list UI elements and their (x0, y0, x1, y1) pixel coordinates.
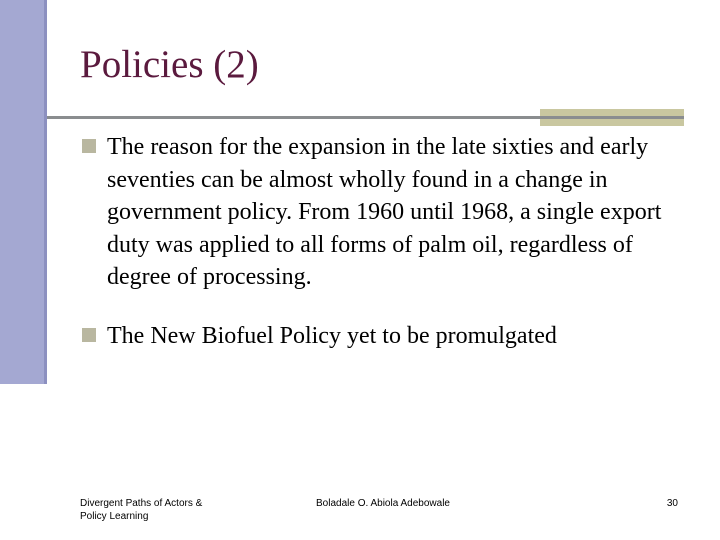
bullet-text: The New Biofuel Policy yet to be promulgated (107, 322, 557, 349)
footer-author: Boladale O. Abiola Adebowale (316, 498, 450, 509)
bullet-list (82, 131, 692, 352)
bullet-item (82, 131, 692, 294)
left-decorative-bar (0, 0, 47, 384)
slide-title: Policies (2) (80, 43, 259, 86)
footer-left-text (80, 497, 230, 523)
accent-block-bottom (540, 119, 684, 126)
footer-left-line2: Policy Learning (80, 511, 149, 522)
square-bullet-icon (82, 139, 96, 153)
accent-block-top (540, 109, 684, 116)
page-number: 30 (666, 498, 678, 509)
bullet-item (82, 320, 692, 353)
footer-left-line1: Divergent Paths of Actors & (80, 498, 203, 509)
left-bar-shadow (44, 0, 47, 384)
bullet-text: The reason for the expansion in the late sixties and early seventies can be almost wholly found in a change in government policy. From 1960 until 1968, a single export duty was applied to all forms of palm oil, regardless of degree of processing. (107, 134, 662, 290)
square-bullet-icon (82, 328, 96, 342)
